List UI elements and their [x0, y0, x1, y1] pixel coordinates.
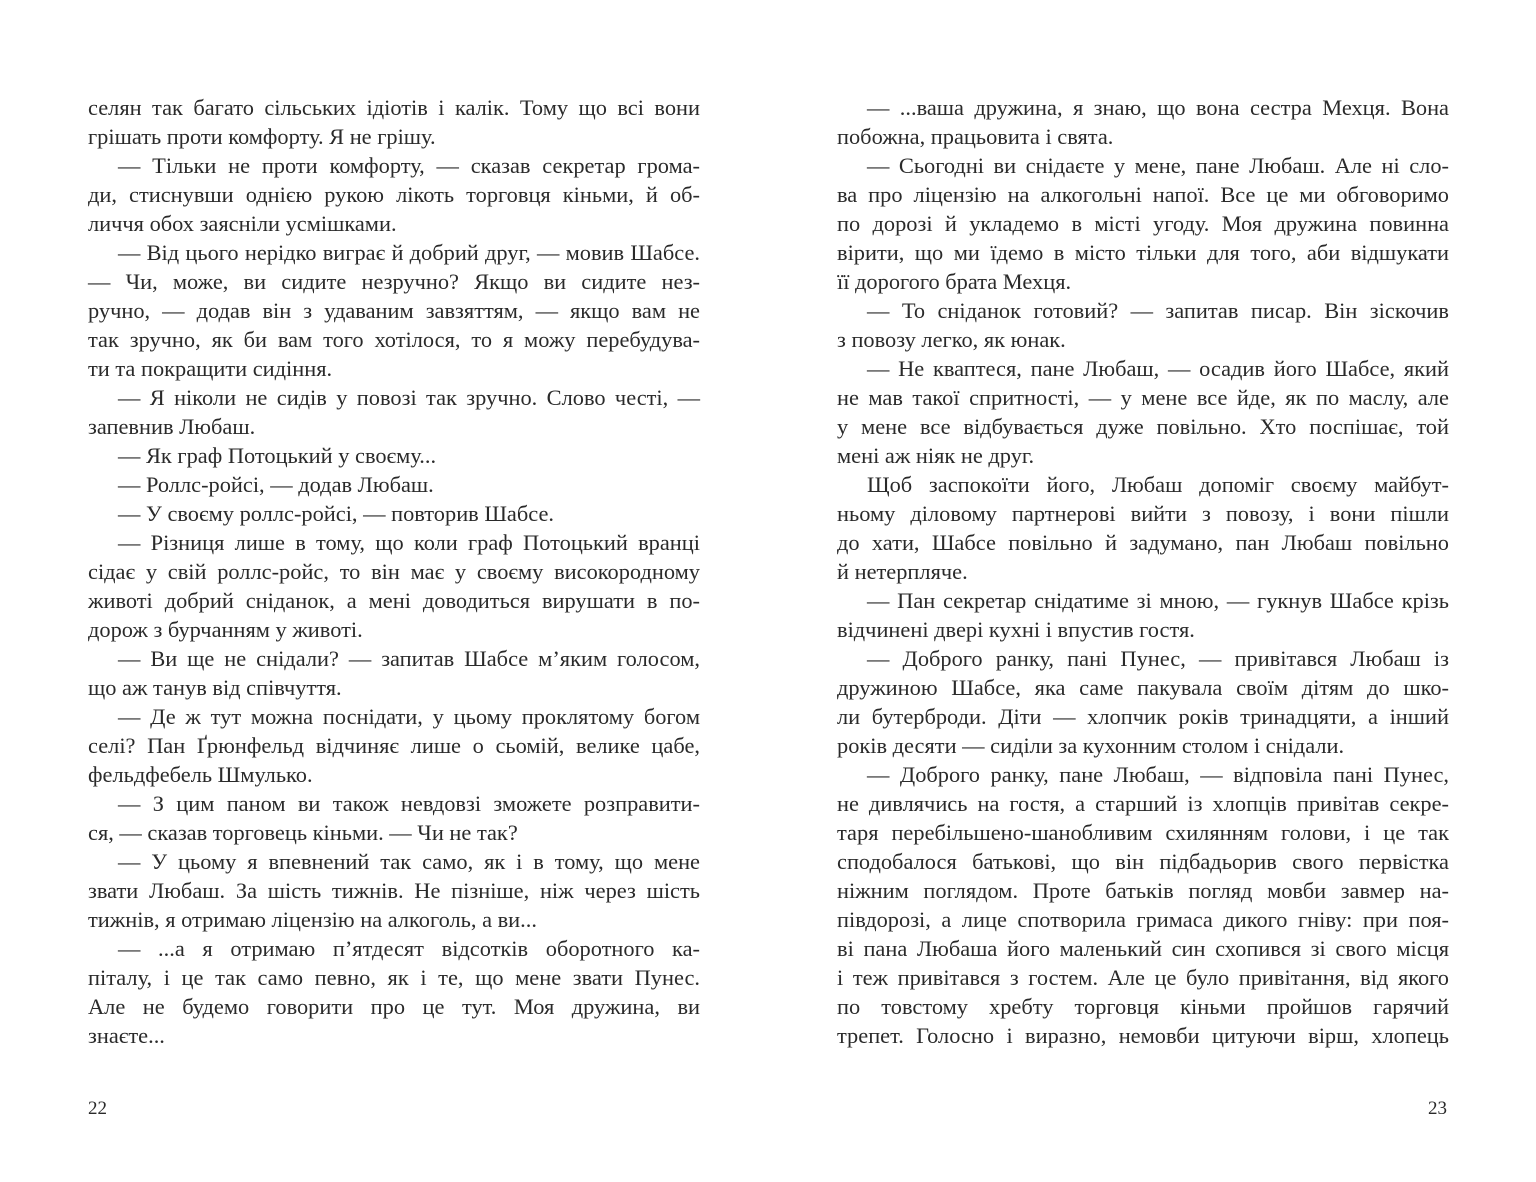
text-line: — Не кваптеся, пане Любаш, — осадив його Шабсе, який	[867, 356, 1449, 381]
text-line: — З цим паном ви також невдовзі зможете розправити-	[118, 791, 700, 816]
left-page-text	[88, 93, 700, 1050]
text-line: півдорозі, а лице спотворила гримаса дикого гніву: при поя-	[837, 907, 1449, 932]
right-page-text	[837, 93, 1449, 1050]
left-page-number: 22	[88, 1098, 107, 1119]
text-line: животі добрий сніданок, а мені доводиться вирушати в по-	[88, 588, 700, 613]
right-page-number: 23	[1428, 1098, 1447, 1119]
text-line: трепет. Голосно і виразно, немовби цитуючи вірш, хлопець	[837, 1023, 1449, 1048]
text-line: ти та покращити сидіння.	[88, 356, 333, 381]
text-line: сподобалося батькові, що він підбадьорив свого первістка	[837, 849, 1449, 874]
text-line: Але не будемо говорити про це тут. Моя дружина, ви	[88, 994, 700, 1019]
text-line: — Роллс-ройсі, — додав Любаш.	[118, 472, 434, 497]
text-line: сідає у свій роллс-ройс, то він має у своєму високородному	[88, 559, 700, 584]
text-line: фельдфебель Шмулько.	[88, 762, 313, 787]
text-line: й нетерпляче.	[837, 559, 968, 584]
text-line: — Різниця лише в тому, що коли граф Потоцький вранці	[118, 530, 700, 555]
text-line: так зручно, як би вам того хотілося, то я можу перебудува-	[88, 327, 700, 352]
text-line: ва про ліцензію на алкогольні напої. Все це ми обговоримо	[837, 182, 1449, 207]
text-line: піталу, і це так само певно, як і те, що мене звати Пунес.	[88, 965, 700, 990]
text-line: — То сніданок готовий? — запитав писар. Він зіскочив	[867, 298, 1449, 323]
text-line: по товстому хребту торговця кіньми пройшов гарячий	[837, 994, 1449, 1019]
text-line: ві пана Любаша його маленький син схопився зі свого місця	[837, 936, 1449, 961]
text-line: — ...а я отримаю п’ятдесят відсотків оборотного ка-	[118, 936, 700, 961]
text-line: вірити, що ми їдемо в місто тільки для того, аби відшукати	[837, 240, 1449, 265]
text-line: — Пан секретар снідатиме зі мною, — гукнув Шабсе крізь	[867, 588, 1449, 613]
text-line: ся, — сказав торговець кіньми. — Чи не так?	[88, 820, 518, 845]
text-line: ньому діловому партнерові вийти з повозу, і вони пішли	[837, 501, 1449, 526]
text-line: грішать проти комфорту. Я не грішу.	[88, 124, 436, 149]
text-line: — ...ваша дружина, я знаю, що вона сестра Мехця. Вона	[867, 95, 1449, 120]
text-line: до хати, Шабсе повільно й задумано, пан Любаш повільно	[837, 530, 1449, 555]
text-line: з повозу легко, як юнак.	[837, 327, 1066, 352]
text-line: — Сьогодні ви снідаєте у мене, пане Любаш. Але ні сло-	[867, 153, 1449, 178]
text-line: селян так багато сільських ідіотів і калік. Тому що всі вони	[88, 95, 700, 120]
text-line: — Доброго ранку, пані Пунес, — привітався Любаш із	[867, 646, 1449, 671]
text-line: ли бутерброди. Діти — хлопчик років тринадцяти, а інший	[837, 704, 1449, 729]
text-line: років десяти — сиділи за кухонним столом і снідали.	[837, 733, 1345, 758]
text-line: — Де ж тут можна поснідати, у цьому проклятому богом	[118, 704, 700, 729]
text-line: дорож з бурчанням у животі.	[88, 617, 363, 642]
text-line: звати Любаш. За шість тижнів. Не пізніше, ніж через шість	[88, 878, 700, 903]
text-line: — Як граф Потоцький у своєму...	[118, 443, 437, 468]
text-line: селі? Пан Ґрюнфельд відчиняє лише о сьомій, велике цабе,	[88, 733, 700, 758]
text-line: її дорогого брата Мехця.	[837, 269, 1072, 294]
text-line: відчинені двері кухні і впустив гостя.	[837, 617, 1195, 642]
text-line: личчя обох заясніли усмішками.	[88, 211, 397, 236]
text-line: у мене все відбувається дуже повільно. Хто поспішає, той	[837, 414, 1449, 439]
text-line: що аж танув від співчуття.	[88, 675, 342, 700]
text-line: тижнів, я отримаю ліцензію на алкоголь, а ви...	[88, 907, 537, 932]
text-line: — У своєму роллс-ройсі, — повторив Шабсе.	[118, 501, 555, 526]
text-line: — Чи, може, ви сидите незручно? Якщо ви сидите нез-	[88, 269, 700, 294]
text-line: запевнив Любаш.	[88, 414, 256, 439]
text-line: таря перебільшено-шанобливим схилянням голови, і це так	[837, 820, 1449, 845]
text-line: знаєте...	[88, 1023, 165, 1048]
text-line: — Тільки не проти комфорту, — сказав секретар грома-	[118, 153, 700, 178]
text-line: побожна, працьовита і свята.	[837, 124, 1114, 149]
text-line: не дивлячись на гостя, а старший із хлопців привітав секре-	[837, 791, 1449, 816]
text-line: дружиною Шабсе, яка саме пакувала своїм дітям до шко-	[837, 675, 1449, 700]
text-line: ди, стиснувши однією рукою лікоть торговця кіньми, й об-	[88, 182, 700, 207]
text-line: Щоб заспокоїти його, Любаш допоміг своєму майбут-	[867, 472, 1449, 497]
text-line: ніжним поглядом. Проте батьків погляд мовби завмер на-	[837, 878, 1449, 903]
text-line: — Я ніколи не сидів у повозі так зручно. Слово честі, —	[118, 385, 700, 410]
text-line: — Від цього нерідко виграє й добрий друг, — мовив Шабсе.	[118, 240, 700, 265]
text-line: — Ви ще не снідали? — запитав Шабсе м’яким голосом,	[118, 646, 700, 671]
text-line: — Доброго ранку, пане Любаш, — відповіла пані Пунес,	[867, 762, 1449, 787]
text-line: — У цьому я впевнений так само, як і в тому, що мене	[118, 849, 700, 874]
text-line: мені аж ніяк не друг.	[837, 443, 1035, 468]
text-line: і теж привітався з гостем. Але це було привітання, від якого	[837, 965, 1449, 990]
text-line: ручно, — додав він з удаваним завзяттям, — якщо вам не	[88, 298, 700, 323]
text-line: не мав такої спритності, — у мене все йде, як по маслу, але	[837, 385, 1449, 410]
text-line: по дорозі й укладемо в місті угоду. Моя дружина повинна	[837, 211, 1449, 236]
